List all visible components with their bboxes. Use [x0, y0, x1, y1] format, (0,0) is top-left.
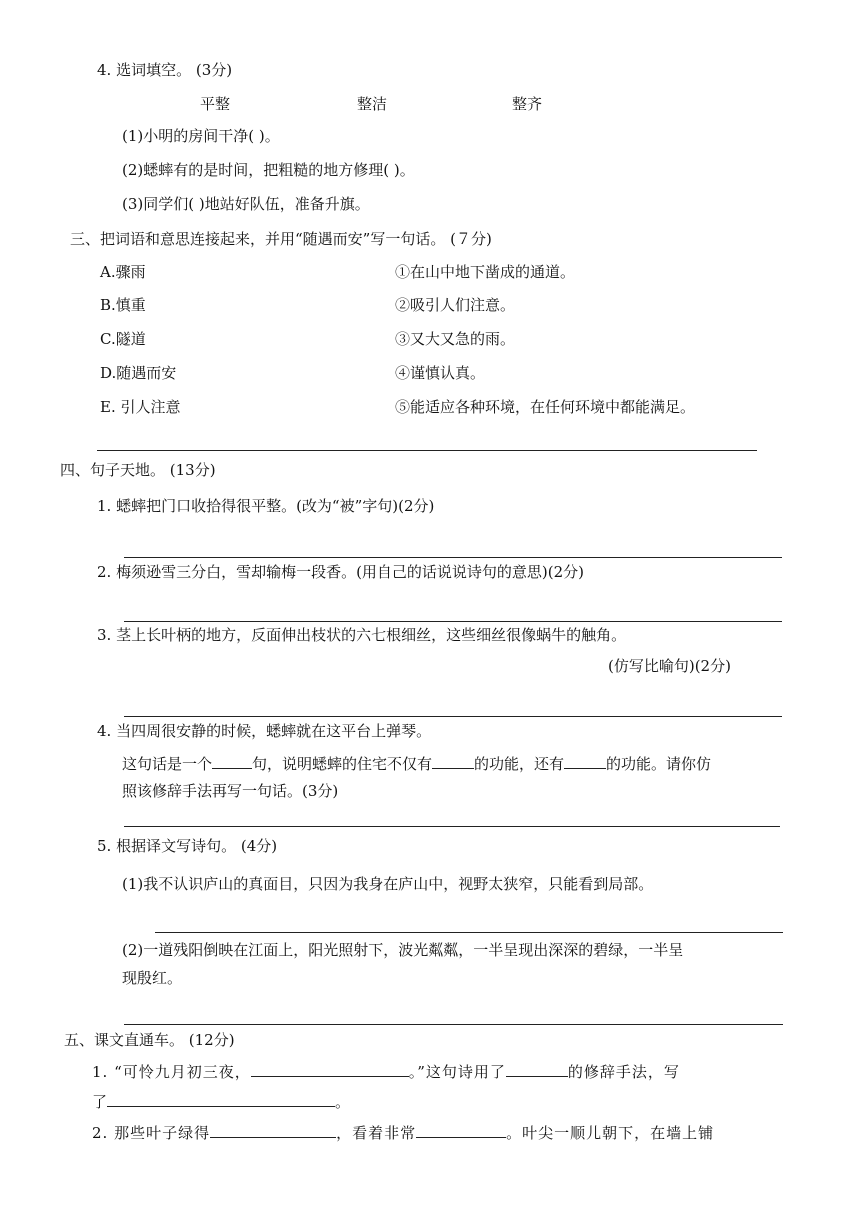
- s4-question-4: 4. 当四周很安静的时候，蟋蟀就在这平台上弹琴。: [97, 722, 432, 740]
- blank[interactable]: [564, 752, 606, 769]
- match-word-b: B.慎重: [100, 296, 146, 314]
- match-meaning-3: ③又大又急的雨。: [395, 330, 516, 348]
- section-4-title: 四、句子天地。 (13分): [60, 461, 216, 479]
- s4-question-5-item-1: (1)我不认识庐山的真面目，只因为我身在庐山中，视野太狭窄，只能看到局部。: [122, 875, 654, 893]
- match-meaning-1: ①在山中地下凿成的通道。: [395, 263, 576, 281]
- section-3-title: 三、把词语和意思连接起来，并用“随遇而安”写一句话。 (７分): [70, 230, 492, 248]
- match-word-e: E. 引人注意: [100, 398, 181, 416]
- word-option-1: 平整: [200, 95, 231, 113]
- fill-item-3: (3)同学们( )地站好队伍，准备升旗。: [122, 195, 370, 213]
- s5-question-1-line1: 1. “可怜九月初三夜， 。”这句诗用了 的修辞手法，写: [92, 1060, 680, 1082]
- s4-question-4-line1: 这句话是一个 句，说明蟋蟀的住宅不仅有 的功能，还有 的功能。请你仿: [122, 752, 711, 774]
- blank[interactable]: [416, 1121, 506, 1138]
- s4-question-3: 3. 茎上长叶柄的地方，反面伸出枝状的六七根细丝，这些细丝很像蜗牛的触角。: [97, 626, 627, 644]
- s4-question-4-line2: 照该修辞手法再写一句话。(3分): [122, 782, 339, 800]
- s4-question-5-item-2a: (2)一道残阳倒映在江面上，阳光照射下，波光粼粼，一半呈现出深深的碧绿，一半呈: [122, 941, 684, 959]
- blank[interactable]: [251, 1060, 409, 1077]
- word-option-3: 整齐: [512, 95, 543, 113]
- question-4-title: 4. 选词填空。 (3分): [97, 61, 233, 79]
- match-word-d: D.随遇而安: [100, 364, 177, 382]
- blank[interactable]: [107, 1090, 335, 1107]
- answer-line: [124, 1024, 783, 1025]
- match-meaning-4: ④谨慎认真。: [395, 364, 486, 382]
- s4-question-5-item-2b: 现殷红。: [122, 969, 183, 987]
- blank[interactable]: [212, 752, 252, 769]
- answer-line: [124, 557, 782, 558]
- s4-question-2: 2. 梅须逊雪三分白，雪却输梅一段香。(用自己的话说说诗句的意思)(2分): [97, 563, 585, 581]
- fill-item-2: (2)蟋蟀有的是时间，把粗糙的地方修理( )。: [122, 161, 415, 179]
- answer-line: [155, 932, 783, 933]
- match-meaning-5: ⑤能适应各种环境，在任何环境中都能满足。: [395, 398, 696, 416]
- s4-question-5: 5. 根据译文写诗句。 (4分): [97, 837, 278, 855]
- match-word-a: A.骤雨: [100, 263, 146, 281]
- blank[interactable]: [506, 1060, 568, 1077]
- match-meaning-2: ②吸引人们注意。: [395, 296, 516, 314]
- s5-question-2-line1: 2. 那些叶子绿得 ，看着非常 。叶尖一顺儿朝下，在墙上铺: [92, 1121, 714, 1143]
- fill-item-1: (1)小明的房间干净( )。: [122, 127, 280, 145]
- s4-question-1: 1. 蟋蟀把门口收拾得很平整。(改为“被”字句)(2分): [97, 497, 435, 515]
- blank[interactable]: [432, 752, 474, 769]
- answer-line: [97, 450, 757, 451]
- answer-line: [124, 716, 782, 717]
- blank[interactable]: [210, 1121, 336, 1138]
- s5-question-1-line2: 了 。: [92, 1090, 350, 1112]
- answer-line: [124, 621, 782, 622]
- answer-line: [124, 826, 780, 827]
- word-option-2: 整洁: [357, 95, 388, 113]
- section-5-title: 五、课文直通车。 (12分): [64, 1031, 235, 1049]
- s4-question-3-note: (仿写比喻句)(2分): [608, 657, 731, 675]
- match-word-c: C.隧道: [100, 330, 146, 348]
